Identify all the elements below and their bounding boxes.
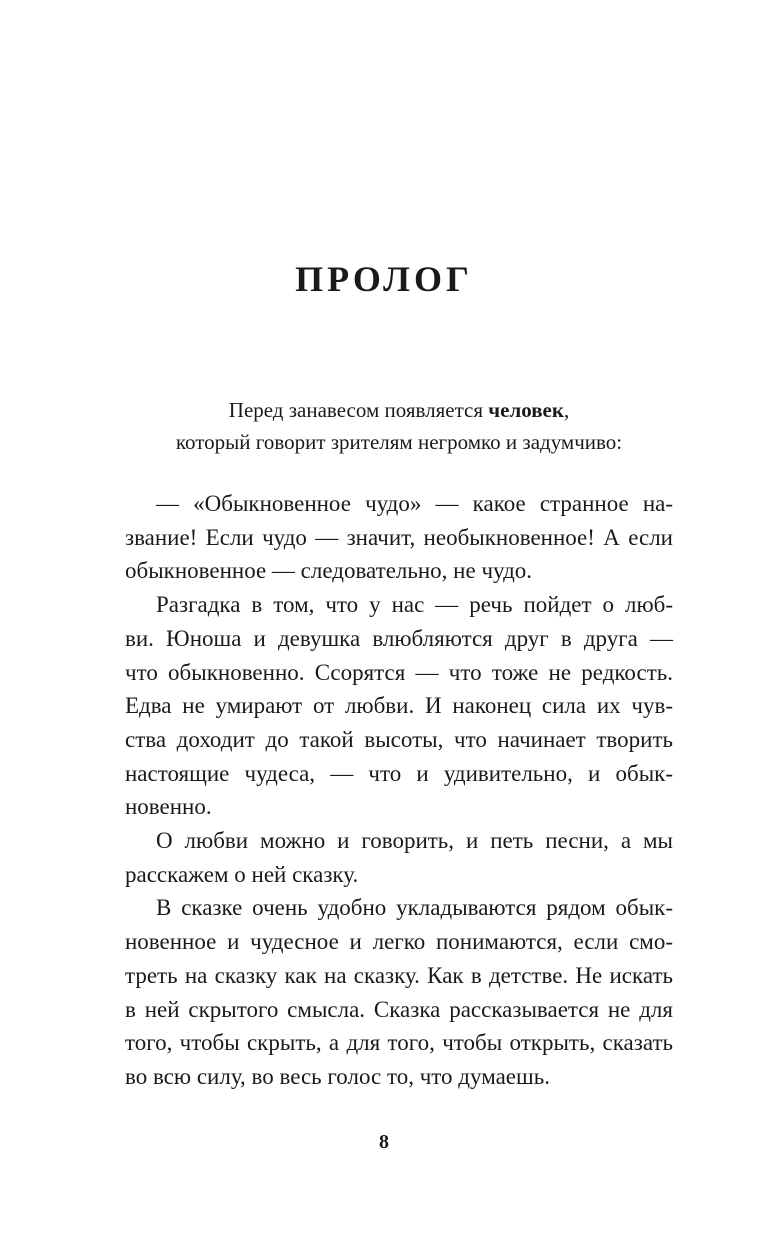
character-name: человек [488,398,564,422]
paragraph [125,487,673,588]
paragraph [125,824,673,891]
text-line: — «Обыкновенное чудо» — какое странное на- [156,491,673,516]
stage-direction [125,394,673,458]
text-line: в ней скрытого смысла. Сказка рассказывается не для [125,996,673,1022]
text-line: обыкновенное — следовательно, не чудо. [125,558,533,584]
text-line: настоящие чудеса, — что и удивительно, и обык- [125,760,673,786]
text-line: того, чтобы скрыть, а для того, чтобы открыть, сказать [125,1030,673,1056]
stage-direction-punctuation: , [563,398,570,422]
paragraph [125,588,673,824]
page-number: 8 [379,1131,389,1153]
text-line: ства доходит до такой высоты, что начинает творить [125,726,673,752]
text-line: новенное и чудесное и легко понимаются, если смо- [125,929,673,955]
stage-direction-line-1 [125,394,673,426]
text-line: звание! Если чудо — значит, необыкновенное! А если [125,524,673,550]
stage-direction-line-2: который говорит зрителям негромко и задумчиво: [175,430,623,454]
text-line: Разгадка в том, что у нас — речь пойдет о люб- [156,592,673,618]
text-line: ви. Юноша и девушка влюбляются друг в друга — [125,625,673,651]
chapter-title: ПРОЛОГ [295,259,473,299]
paragraph [125,891,673,1093]
text-line: Едва не умирают от любви. И наконец сила их чув- [125,693,673,719]
text-line: новенно. [125,794,212,820]
text-line: во всю силу, во весь голос то, что думаешь. [125,1063,550,1089]
text-line: В сказке очень удобно укладываются рядом обык- [156,895,673,921]
text-line: треть на сказку как на сказку. Как в детстве. Не искать [125,962,673,988]
prologue-text [125,487,673,1094]
text-line: что обыкновенно. Ссорятся — что тоже не редкость. [125,659,673,685]
text-line: О любви можно и говорить, и петь песни, а мы [156,828,673,854]
text-line: расскажем о ней сказку. [125,861,359,887]
stage-direction-text: Перед занавесом появляется [228,398,489,422]
